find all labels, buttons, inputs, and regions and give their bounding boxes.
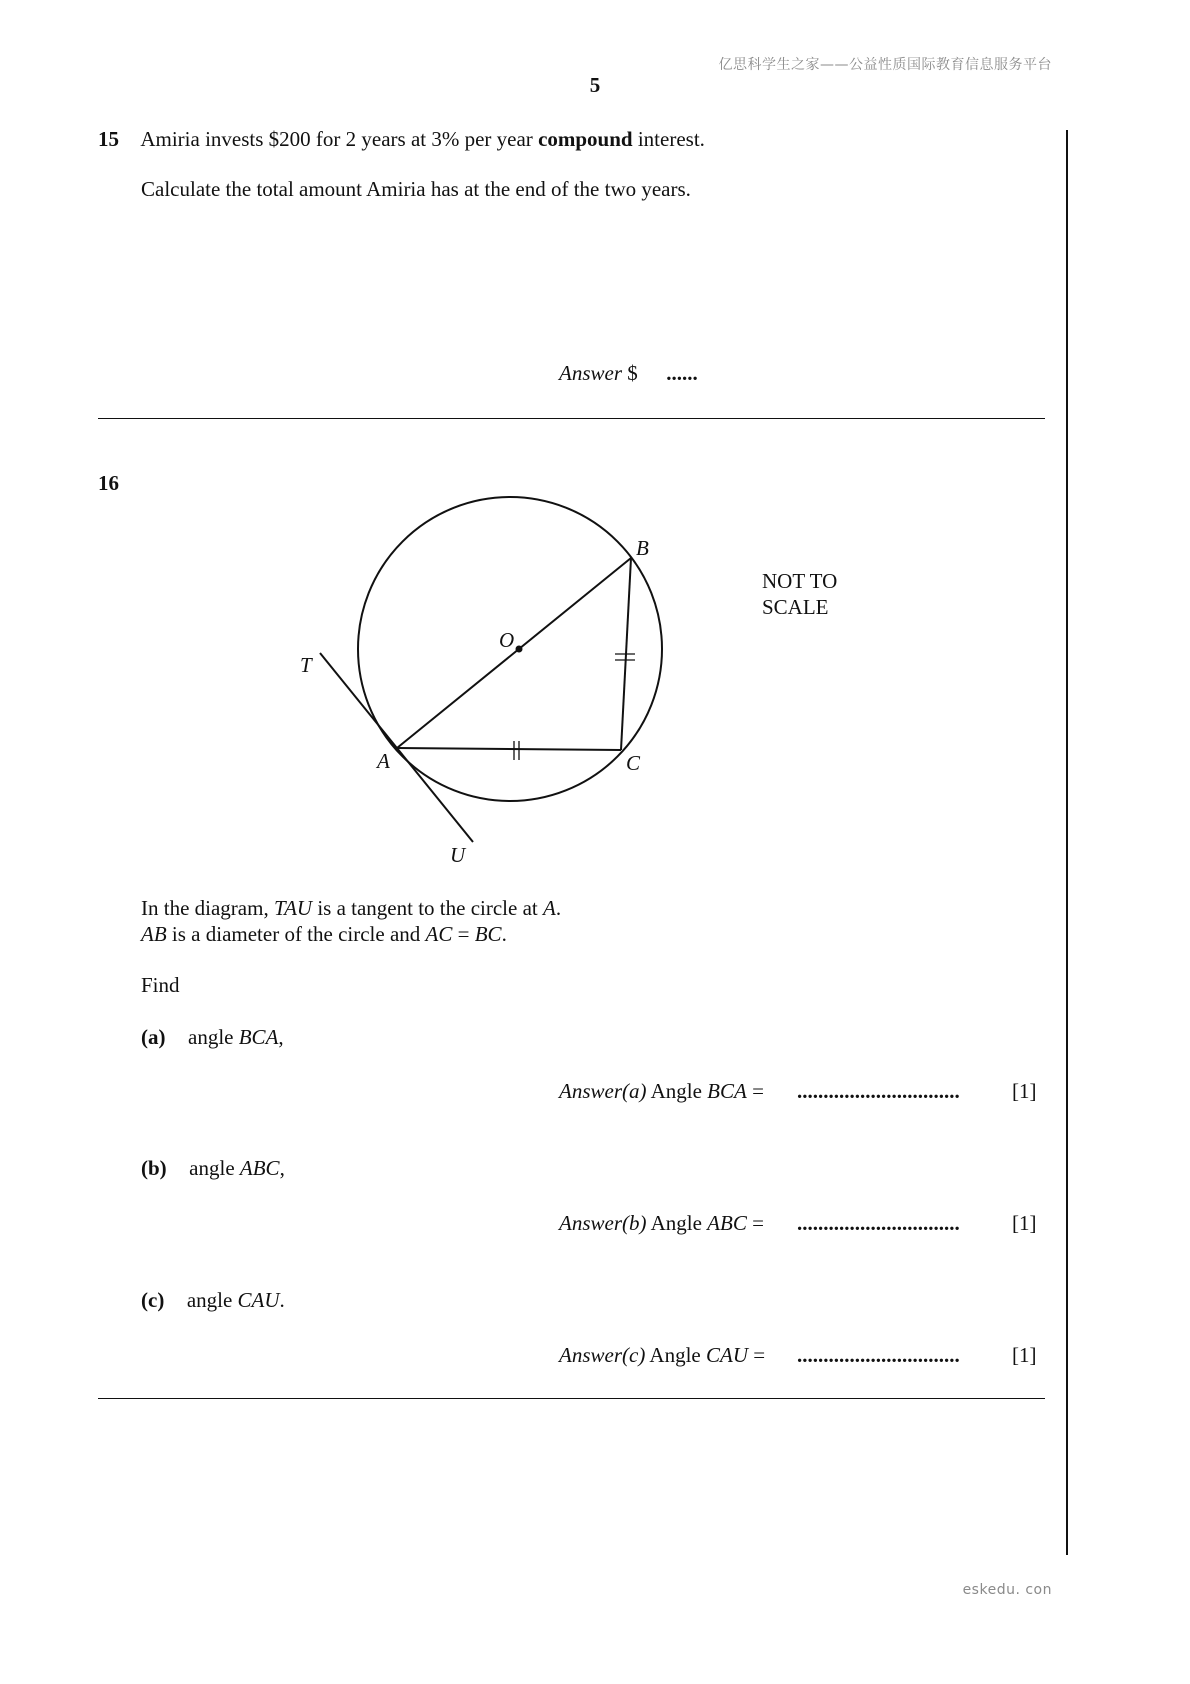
diameter-ab: [397, 558, 631, 748]
part-a: (a) angle BCA,: [141, 1025, 284, 1049]
watermark-bottom: eskedu. con: [962, 1582, 1052, 1598]
answer-field-c[interactable]: ...............................: [797, 1343, 960, 1367]
part-c: (c) angle CAU.: [141, 1288, 285, 1312]
statement-line: In the diagram, TAU is a tangent to the circle at A.: [141, 896, 562, 920]
label-a: A: [377, 749, 390, 773]
note-line: NOT TO: [762, 569, 838, 593]
question-number: 16: [98, 471, 119, 495]
answer-field[interactable]: ......: [666, 361, 698, 385]
question-text: Amiria invests $200 for 2 years at 3% per year: [140, 127, 533, 151]
section-divider: [98, 1398, 1045, 1399]
question-text-bold: compound: [538, 127, 633, 151]
not-to-scale-note: [762, 568, 837, 620]
center-point: [516, 646, 523, 653]
watermark-top: 亿思科学生之家——公益性质国际教育信息服务平台: [718, 57, 1052, 73]
answer-line-c: Answer(c) Angle CAU =: [559, 1343, 766, 1367]
find-label: Find: [141, 973, 180, 997]
marks-b: [1]: [1012, 1211, 1037, 1235]
answer-line-b: Answer(b) Angle ABC =: [559, 1211, 764, 1235]
answer-label: Answer: [559, 361, 622, 385]
part-label: (b): [141, 1156, 167, 1180]
answer-field-b[interactable]: ...............................: [797, 1211, 960, 1235]
statement-line: AB is a diameter of the circle and AC = BC.: [141, 922, 507, 946]
chord-ac: [397, 748, 621, 750]
question-statement: [141, 895, 561, 947]
answer-line-a: Answer(a) Angle BCA =: [559, 1079, 764, 1103]
label-b: B: [636, 536, 649, 560]
marks-a: [1]: [1012, 1079, 1037, 1103]
part-b: (b) angle ABC,: [141, 1156, 285, 1180]
page-number: 5: [589, 73, 601, 97]
part-label: (a): [141, 1025, 166, 1049]
question-text: interest.: [637, 127, 705, 151]
label-u: U: [450, 843, 466, 867]
label-o: O: [499, 628, 515, 652]
note-line: SCALE: [762, 595, 829, 619]
question-instruction: Calculate the total amount Amiria has at the end of the two years.: [141, 177, 691, 201]
question-number: 15: [98, 127, 119, 151]
label-t: T: [300, 653, 312, 677]
answer-currency: $: [627, 361, 638, 385]
marks-c: [1]: [1012, 1343, 1037, 1367]
answer-field-a[interactable]: ...............................: [797, 1079, 960, 1103]
part-label: (c): [141, 1288, 165, 1312]
label-c: C: [626, 751, 641, 775]
